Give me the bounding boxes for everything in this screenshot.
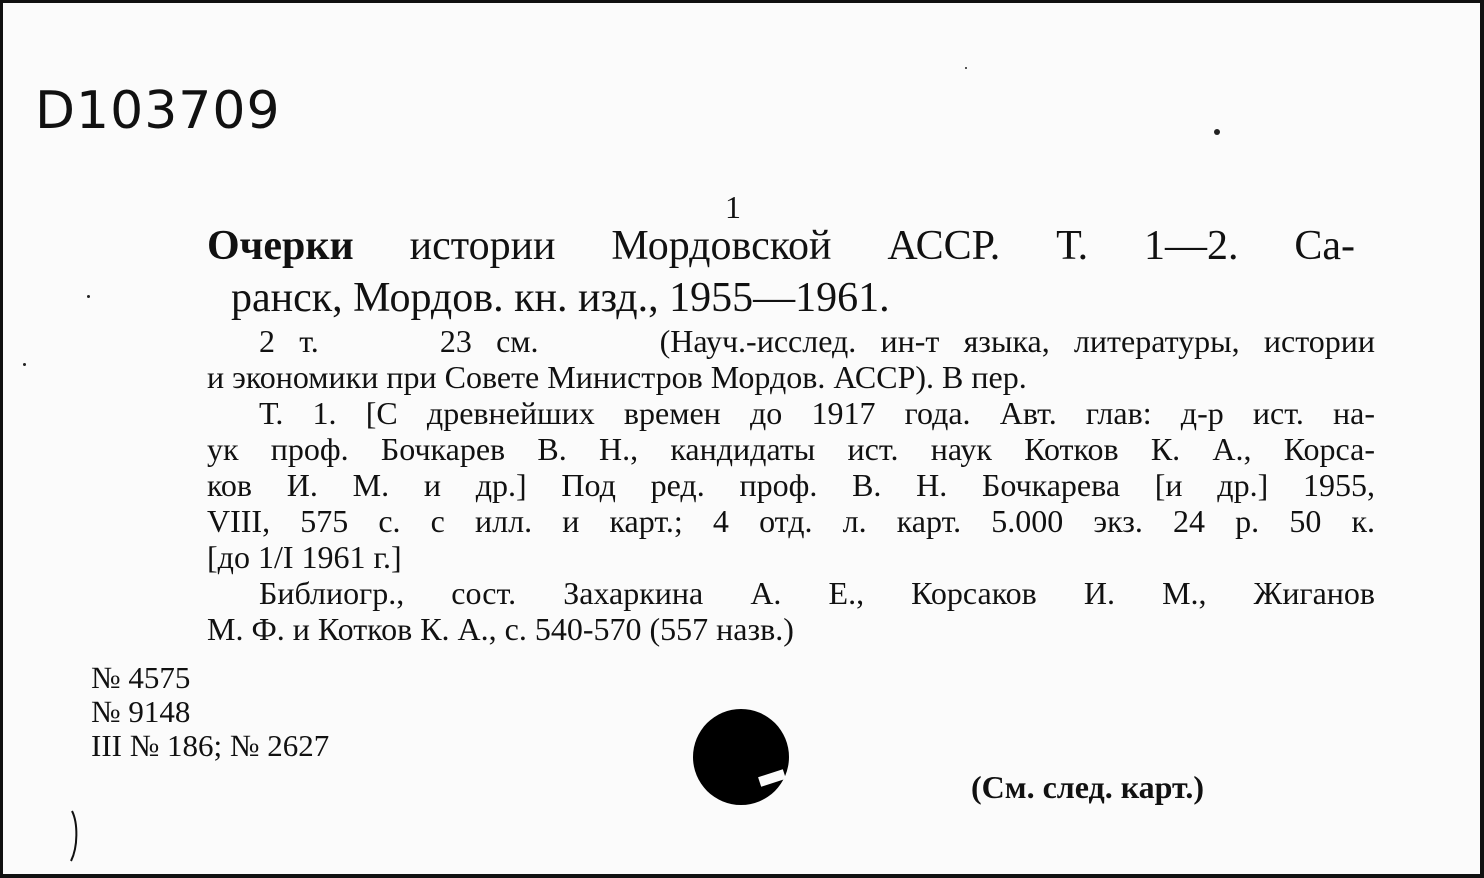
entry-volume-line-2: ук проф. Бочкарев В. Н., кандидаты ист. наук Котков К. А., Корса- [207,431,1375,467]
registration-number: III № 186; № 2627 [91,728,330,763]
entry-physical-line: 2 т. 23 см. (Науч.-исслед. ин-т языка, литературы, истории [259,323,1375,359]
speck [23,363,26,366]
punch-hole [693,709,789,805]
entry-volume-line-4: VIII, 575 с. с илл. и карт.; 4 отд. л. карт. 5.000 экз. 24 р. 50 к. [207,503,1375,539]
registration-numbers [91,661,329,763]
entry-series-line: и экономики при Совете Министров Мордов. АССР). В пер. [207,359,1027,395]
entry-title-line [207,225,1355,267]
see-next-card-note: (См. след. карт.) [971,769,1204,805]
entry-title-bold: Очерки [207,223,354,269]
entry-bibliography-line-2: М. Ф. и Котков К. А., с. 540-570 (557 назв.) [207,611,794,647]
call-number: D103709 [35,81,281,141]
speck [965,67,967,69]
registration-number: № 9148 [91,694,191,729]
pencil-mark [69,809,81,863]
entry-imprint-line: ранск, Мордов. кн. изд., 1955—1961. [231,275,890,321]
entry-volume-line-3: ков И. М. и др.] Под ред. проф. В. Н. Бочкарева [и др.] 1955, [207,467,1375,503]
entry-title-rest: истории Мордовской АССР. Т. 1—2. Са- [409,223,1355,269]
entry-volume-line-1: Т. 1. [С древнейших времен до 1917 года. Авт. глав: д-р ист. на- [259,395,1375,431]
entry-bibliography-line-1: Библиогр., сост. Захаркина А. Е., Корсаков И. М., Жиганов [259,575,1375,611]
speck [1214,129,1220,135]
card-index-number: 1 [725,189,741,225]
entry-volume-line-5: [до 1/I 1961 г.] [207,539,402,575]
registration-number: № 4575 [91,660,191,695]
speck [87,295,90,298]
